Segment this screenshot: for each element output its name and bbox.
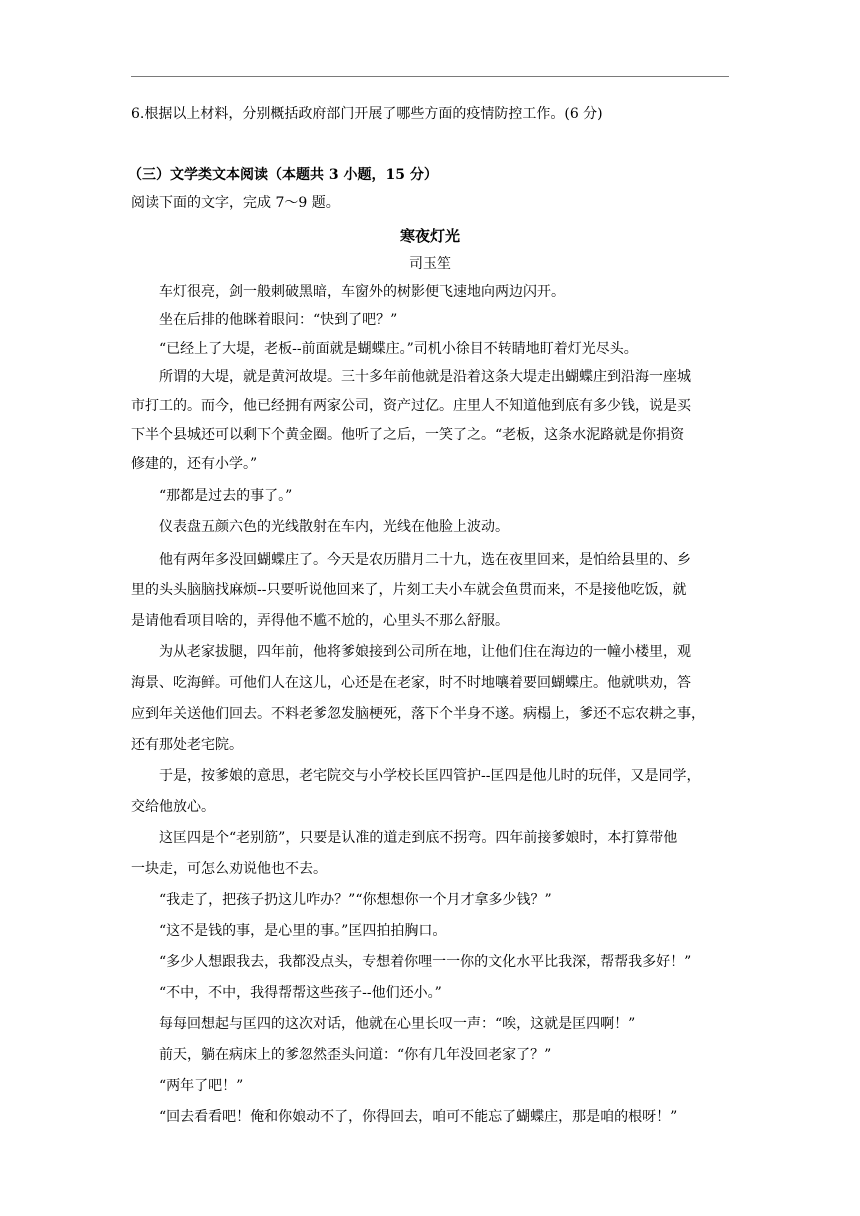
paragraph-line: “已经上了大堤，老板--前面就是蝴蝶庄。”司机小徐目不转睛地盯着灯光尽头。: [159, 341, 638, 357]
paragraph-line: 是请他看项目啥的，弄得他不尴不尬的，心里头不那么舒服。: [131, 613, 509, 629]
paragraph-line: “多少人想跟我去，我都没点头，专想着你哩一一你的文化水平比我深，帮帮我多好！”: [159, 954, 692, 970]
section-heading: （三）文学类文本阅读（本题共 3 小题，15 分）: [128, 167, 438, 183]
story-title: 寒夜灯光: [399, 227, 460, 245]
paragraph-line: 每每回想起与匡四的这次对话，他就在心里长叹一声：“唉，这就是匡四啊！”: [159, 1016, 636, 1032]
paragraph-line: 前天，躺在病床上的爹忽然歪头问道：“你有几年没回老家了？”: [159, 1047, 552, 1063]
paragraph-line: 一块走，可怎么劝说他也不去。: [131, 861, 327, 877]
paragraph-line: 修建的，还有小学。”: [131, 456, 258, 472]
paragraph-line: “不中，不中，我得帮帮这些孩子--他们还小。”: [159, 985, 442, 1001]
paragraph-line: 这匡四是个“老别筋”，只要是认准的道走到底不拐弯。四年前接爹娘时，本打算带他: [159, 830, 678, 846]
paragraph-line: 仪表盘五颜六色的光线散射在车内，光线在他脸上波动。: [159, 519, 509, 535]
paragraph-line: 市打工的。而今，他已经拥有两家公司，资产过亿。庄里人不知道他到底有多少钱，说是买: [131, 398, 691, 414]
story-author: 司玉笙: [409, 256, 451, 272]
paragraph-line: 车灯很亮，剑一般刺破黑暗，车窗外的树影便飞速地向两边闪开。: [159, 284, 565, 300]
paragraph-line: 交给他放心。: [131, 799, 215, 815]
paragraph-line: 下半个县城还可以剩下个黄金圈。他听了之后，一笑了之。“老板，这条水泥路就是你捐资: [131, 427, 685, 443]
header-rule: [131, 76, 729, 77]
paragraph-line: 坐在后排的他眯着眼问：“快到了吧？”: [159, 312, 398, 328]
paragraph-line: 里的头头脑脑找麻烦--只要听说他回来了，片刻工夫小车就会鱼贯而来，不是接他吃饭，就: [131, 582, 687, 598]
paragraph-line: 为从老家拔腿，四年前，他将爹娘接到公司所在地，让他们住在海边的一幢小楼里，观: [159, 644, 691, 660]
paragraph-line: “回去看看吧！俺和你娘动不了，你得回去，咱可不能忘了蝴蝶庄，那是咱的根呀！”: [159, 1109, 678, 1125]
paragraph-line: 海景、吃海鲜。可他们人在这儿，心还是在老家，时不时地嚷着要回蝴蝶庄。他就哄劝，答: [131, 675, 691, 691]
paragraph-line: “那都是过去的事了。”: [159, 488, 293, 504]
paragraph-line: 于是，按爹娘的意思，老宅院交与小学校长匡四管护--匡四是他儿时的玩伴，又是同学，: [159, 768, 701, 784]
question-6: 6.根据以上材料，分别概括政府部门开展了哪些方面的疫情防控工作。(6 分): [131, 106, 603, 122]
reading-instruction: 阅读下面的文字，完成 7～9 题。: [131, 195, 340, 211]
paragraph-line: “我走了，把孩子扔这儿咋办？”“你想想你一个月才拿多少钱？”: [159, 892, 552, 908]
paragraph-line: 他有两年多没回蝴蝶庄了。今天是农历腊月二十九，选在夜里回来，是怕给县里的、乡: [159, 552, 691, 568]
paragraph-line: 应到年关送他们回去。不料老爹忽发脑梗死，落下个半身不遂。病榻上，爹还不忘农耕之事，: [131, 706, 705, 722]
paragraph-line: 还有那处老宅院。: [131, 737, 243, 753]
paragraph-line: “两年了吧！”: [159, 1078, 244, 1094]
paragraph-line: 所谓的大堤，就是黄河故堤。三十多年前他就是沿着这条大堤走出蝴蝶庄到沿海一座城: [159, 369, 691, 385]
paragraph-line: “这不是钱的事，是心里的事。”匡四拍拍胸口。: [159, 923, 447, 939]
